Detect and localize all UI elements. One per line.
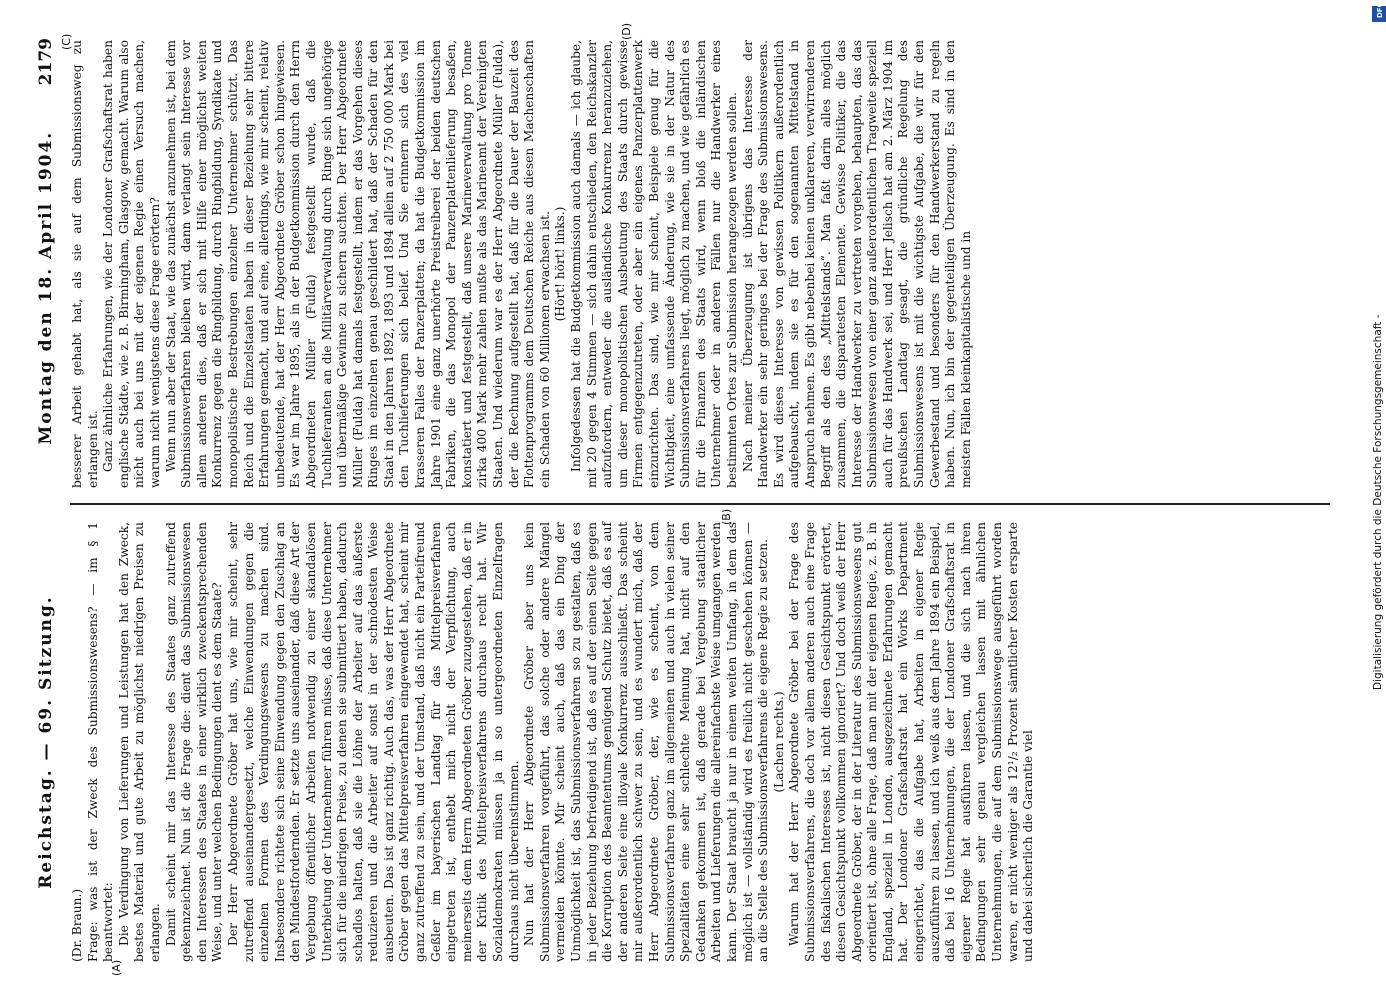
speaker-note: (Dr. Braun.) [70, 888, 84, 962]
header-date: Montag den 18. April 1904. [36, 130, 56, 445]
paragraph: Warum hat der Herr Abgeordnete Gröber bei der Frage des Submissionsverfahrens, die doch vor allem anderen auch eine Frage des fiskalischen Interesses ist, nicht diesen Gesichtspunkt erörtert, diesen Gesichtspunkt vollkommen ignoriert? Und doch weiß der Herr Abgeordnete Gröber, der in der Literatur des Submissionswesens gut orientiert ist, ohne alle Frage, daß man mit der eigenen Regie, z. B. in England, speziell in London, ausgezeichnete Erfahrungen gemacht hat. Der Londoner Grafschaftsrat hat ein Works Department eingerichtet, das die Aufgabe hat, Arbeiten in eigener Regie auszuführen zu lassen, und ich weiß aus dem Jahre 1894 ein Beispiel, daß bei 16 Unternehmungen, die der Londoner Grafschaftsrat in eigener Regie hat ausführen lassen, und die sich nach ihren Bedingungen sehr genau vergleichen lassen mit ähnlichen Unternehmungen, die auf dem Submissionswege ausgeführt worden waren, er nicht weniger als 12¹/₂ Prozent sämtlicher Kosten ersparte und dabei sicherlich die Garantie viel [787, 522, 1036, 962]
margin-mark-d: (D) [620, 22, 633, 40]
interjection: (Lachen rechts.) [771, 691, 786, 793]
margin-mark-a: (A) [110, 959, 123, 976]
column-divider [70, 504, 1330, 506]
page-header-left [36, 522, 62, 962]
paragraph: Frage: was ist der Zweck des Submissionswesens? — im § 1 beantwortet: [85, 522, 116, 962]
digitization-note: Digitalisierung gefördert durch die Deutsche Forschungsgemeinschaft - [1372, 314, 1384, 690]
interjection: (Hört! hört! links.) [553, 206, 568, 322]
left-text-column [70, 522, 1332, 962]
right-text-column [70, 40, 1332, 488]
margin-mark-c: (C) [60, 33, 73, 50]
page-number: 2179 [36, 38, 56, 86]
paragraph: Infolgedessen hat die Budgetkommission auch damals — ich glaube, mit 20 gegen 4 Stimmen — sich dahin entschieden, den Reichskanzler aufzufordern, entweder die ausländische Konkurrenz heranzuziehen, um dieser monopolistischen Ausbeutung des Staats durch gewisse Firmen entgegenzutreten, oder aber ein eigenes Panzerplattenwerk einzurichten. Das sind, wie mir scheint, Beispiele genug für die Wichtigkeit, eine umfassende Änderung, wie sie in der Natur des Submissionsverfahrens liegt, möglich zu machen, und wie gefährlich es für die Finanzen des Staats wird, wenn bloß die inländischen Unternehmer oder in anderen Fällen nur die Handwerker eines bestimmten Ortes zur Submission herangezogen werden sollen. [569, 40, 739, 488]
paragraph: Der Herr Abgeordnete Gröber hat uns, wie mir scheint, sehr zutreffend auseinandergesetzt, welche Einwendungen gegen die einzelnen Formen des Verdingungswesens zu machen sind. Insbesondere richtete sich seine Einwendung gegen den Zuschlag an den Mindestfordernden. Er setzte uns auseinander, daß diese Art der Vergebung öffentlicher Arbeiten notwendig zu einer skandalösen Unterbietung der Unternehmer führen müsse, daß diese Unternehmer sich für die niedrigen Preise, zu denen sie submittiert haben, dadurch schadlos halten, daß sie die Löhne der Arbeiter auf das äußerste reduzieren und die Arbeiter auf sonst in der schnödesten Weise ausbeuten. Das ist ganz richtig. Auch das, was der Herr Abgeordnete Gröber gegen das Mittelpreisverfahren eingewendet hat, scheint mir ganz zutreffend zu sein, und der Umstand, daß nicht ein Parteifreund Geßler im bayerischen Landtag für das Mittelpreisverfahren eingetreten ist, enthebt mich nicht der Verpflichtung, auch meinerseits dem Herrn Abgeordneten Gröber zuzugestehen, daß er in der Kritik des Mittelpreisverfahrens durchaus recht hat. Wir Sozialdemokraten müssen ja in so untergeordneten Einzelfragen durchaus nicht übereinstimmen. [225, 522, 521, 962]
paragraph: Ganz ähnliche Erfahrungen, wie der Londoner Grafschaftsrat haben englische Städte, wie z. B. Birmingham, Glasgow, gemacht. Warum also nicht auch bei uns mit der eigenen Regie einen Versuch machen, warum nicht wenigstens diese Frage erörtern? [101, 40, 162, 488]
dfg-logo [1372, 1, 1386, 22]
quoted-paragraph: Die Verdingung von Lieferungen und Leistungen hat den Zweck, bestes Material und gute Arbeit zu möglichst niedrigen Preisen zu erlangen. [116, 522, 162, 962]
paragraph: Nach meiner Überzeugung ist übrigens das Interesse der Handwerker ein sehr geringes bei der Frage des Submissionswesens. Es wird dieses Interesse von gewissen Politikern außerordentlich aufgebauscht, indem sie es für den sogenannten Mittelstand in Anspruch nehmen. Es gibt nebenbei keinen unklareren, verwirrenderen Begriff als den des „Mittelstands“. Man faßt darin alles möglich zusammen, die disparatesten Elemente. Gewisse Politiker, die das Interesse der Handwerker zu vertreten vorgeben, behaupten, das das Submissionswesen von einer ganz außerordentlichen Tragweite speziell auch für das Handwerk sei, und Herr Jelisch hat am 2. März 1904 im preußischen Landtag gesagt, die gründliche Regelung des Submissionswesens ist mit die wichtigste Aufgabe, die wir für den Gewerbestand und besonders für den Handwerkerstand zu regeln haben. Nun, ich bin der gegenteiligen Überzeugung. Es sind in den meisten Fällen kleinkapitalistische und in [740, 40, 973, 488]
header-session-title: Reichstag. — 69. Sitzung. [36, 595, 56, 889]
paragraph: Nun hat der Herr Abgeordnete Gröber aber uns kein Submissionsverfahren vorgeführt, das solche oder andere Mängel vermeiden könnte. Mir scheint auch, daß das ein Ding der Unmöglichkeit ist, das Submissionsverfahren so zu gestalten, daß es in jeder Beziehung befriedigend ist, daß es auf der einen Seite gegen die Korruption des Beamtentums genügend Schutz bietet, daß es auf der anderen Seite eine illoyale Konkurrenz ausschließt. Das scheint mir außerordentlich schwer zu sein, und es wundert mich, daß der Herr Abgeordnete Gröber, der, wie es scheint, von dem Submissionsverfahren ganz im allgemeinen und auch in vielen seiner Spezialitäten eine sehr schlechte Meinung hat, nicht auf den Gedanken gekommen ist, daß gerade bei Vergebung staatlicher Arbeiten und Lieferungen die allereinfachste Weise umgangen werden kann. Der Staat braucht ja nur in einem weiten Umfang, in dem das möglich ist — vollständig wird es freilich nicht geschehen können — an die Stelle des Submissionsverfahrens die eigene Regie zu setzen. [522, 522, 771, 962]
dfg-logo-text: DFG [1376, 1, 1384, 18]
paragraph: besserer Arbeit gehabt hat, als sie auf dem Submissionsweg zu erlangen ist. [70, 40, 100, 488]
margin-mark-b: (B) [720, 508, 733, 525]
paragraph: Damit scheint mir das Interesse des Staates ganz zutreffend gekennzeichnet. Nun ist die Frage die: dient das Submissionswesen den Interessen des Staates in einer wirklich zweckentsprechenden Weise, und unter welchen Bedingungen dient es dem Staate? [163, 522, 225, 962]
page-header-right [36, 38, 62, 490]
rotated-page-content [30, 22, 1340, 976]
paragraph: Wenn nun aber der Staat, wie das zunächst anzunehmen ist, bei dem Submissionsverfahren bleiben wird, dann verlangt sein Interesse vor allem anderen dies, daß er sich mit Hilfe einer möglichst weiten Konkurrenz gegen die Ringbildung, durch Ringbildung, Syndikate und monopolistische Bestrebungen einzelner Unternehmer schützt. Das Reich und die Einzelstaaten haben in dieser Beziehung sehr bittere Erfahrungen gemacht, und auf eine, allerdings, wie mir scheint, relativ unbedeutende, hat der Herr Abgeordnete Gröber schon hingewiesen. Es war im Jahre 1895, als in der Budgetkommission durch den Herrn Abgeordneten Müller (Fulda) festgestellt wurde, daß die Tuchlieferanten an die Militärverwaltung durch Ringe sich ungehörige und übermäßige Gewinne zu sichern suchten. Der Herr Abgeordnete Müller (Fulda) hat damals festgestellt, indem er das Vorgehen dieses Ringes im einzelnen genau geschildert hat, daß der Schaden für den Staat in den Jahren 1892, 1893 und 1894 allein auf 2 750 000 Mark bei den Tuchlieferungen sich belief. Und Sie erinnern sich des viel krasseren Falles der Panzerplatten; da hat die Budgetkommission im Jahre 1901 eine ganz unerhörte Preistreiberei der beiden deutschen Fabriken, die das Monopol der Panzerplattenlieferung besaßen, konstatiert und festgestellt, daß unsere Marineverwaltung pro Tonne zirka 400 Mark mehr zahlen mußte als das Marineamt der Vereinigten Staaten. Und wiederum war es der Herr Abgeordnete Müller (Fulda), der die Rechnung aufgestellt hat, daß für die Dauer der Bauzeit des Flottenprogramms dem Deutschen Reiche aus diesen Machenschaften ein Schaden von 60 Millionen erwachsen ist. [163, 40, 552, 488]
